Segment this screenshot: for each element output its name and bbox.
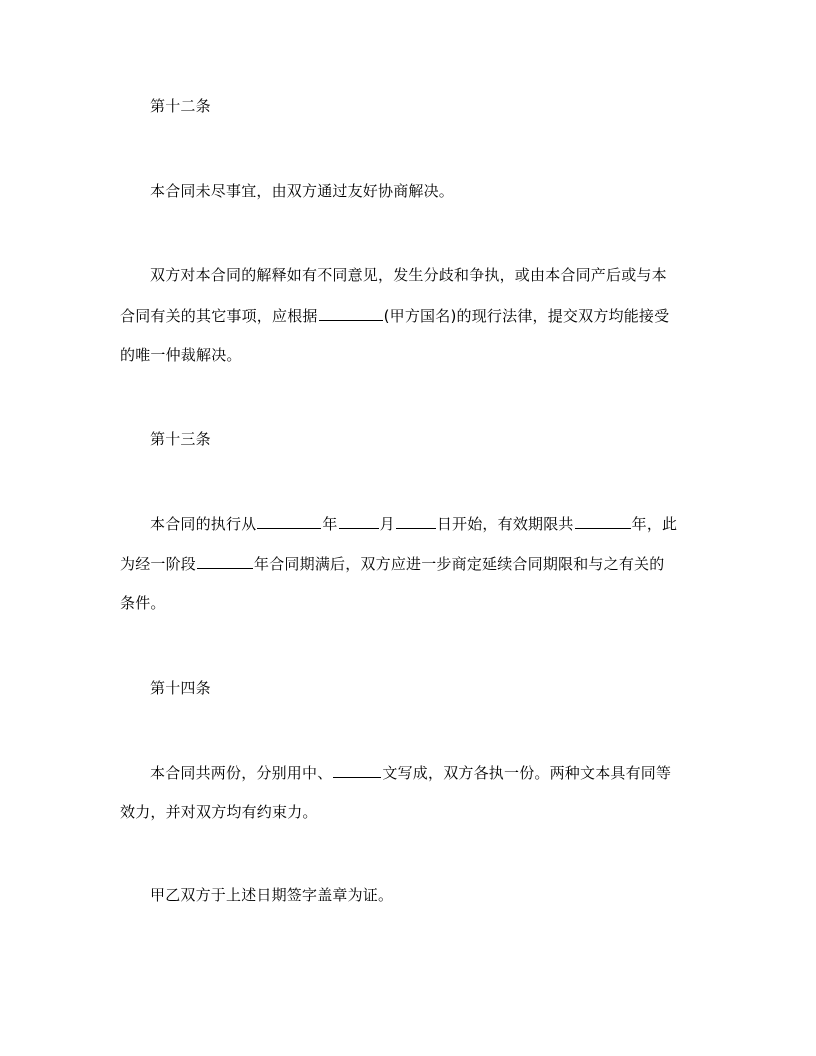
text-segment: 本合同共两份，分别用中、	[150, 764, 333, 782]
article-12-paragraph-1: 本合同未尽事宜，由双方通过友好协商解决。	[150, 182, 455, 200]
article-12-paragraph-2-line-3: 的唯一仲裁解决。	[120, 346, 242, 364]
article-12-heading: 第十二条	[150, 97, 211, 115]
text-segment: 文写成，双方各执一份。两种文本具有同等	[382, 764, 672, 782]
text-segment: 年，此	[631, 515, 678, 533]
article-14-paragraph-1-line-2: 效力，并对双方均有约束力。	[120, 803, 318, 821]
start-year-blank	[257, 512, 321, 529]
text-segment: 本合同的执行从	[150, 515, 257, 533]
text-segment: 年合同期满后，双方应进一步商定延续合同期限和与之有关的	[254, 555, 665, 573]
article-14-paragraph-1-line-1	[150, 761, 671, 784]
text-segment: 日开始，有效期限共	[436, 515, 574, 533]
article-12-paragraph-2-line-2	[120, 304, 669, 327]
article-13-paragraph-1-line-1	[150, 512, 677, 535]
text-segment: 合同有关的其它事项，应根据	[120, 307, 318, 325]
start-day-blank	[396, 512, 436, 529]
article-13-paragraph-1-line-2	[120, 552, 664, 575]
text-segment: 月	[379, 515, 395, 533]
article-13-heading: 第十三条	[150, 430, 211, 448]
stage-years-blank	[197, 552, 253, 569]
article-14-heading: 第十四条	[150, 679, 211, 697]
duration-years-blank	[575, 512, 631, 529]
start-month-blank	[339, 512, 379, 529]
article-12-paragraph-2-line-1: 双方对本合同的解释如有不同意见，发生分歧和争执，或由本合同产后或与本	[150, 266, 667, 284]
text-segment: 年	[322, 515, 338, 533]
text-segment: (甲方国名)的现行法律，提交双方均能接受	[383, 307, 670, 325]
text-segment: 为经一阶段	[120, 555, 197, 573]
article-13-paragraph-1-line-3: 条件。	[120, 594, 166, 612]
country-name-blank	[319, 304, 383, 321]
language-blank	[333, 761, 381, 778]
article-14-paragraph-2: 甲乙双方于上述日期签字盖章为证。	[150, 886, 394, 904]
